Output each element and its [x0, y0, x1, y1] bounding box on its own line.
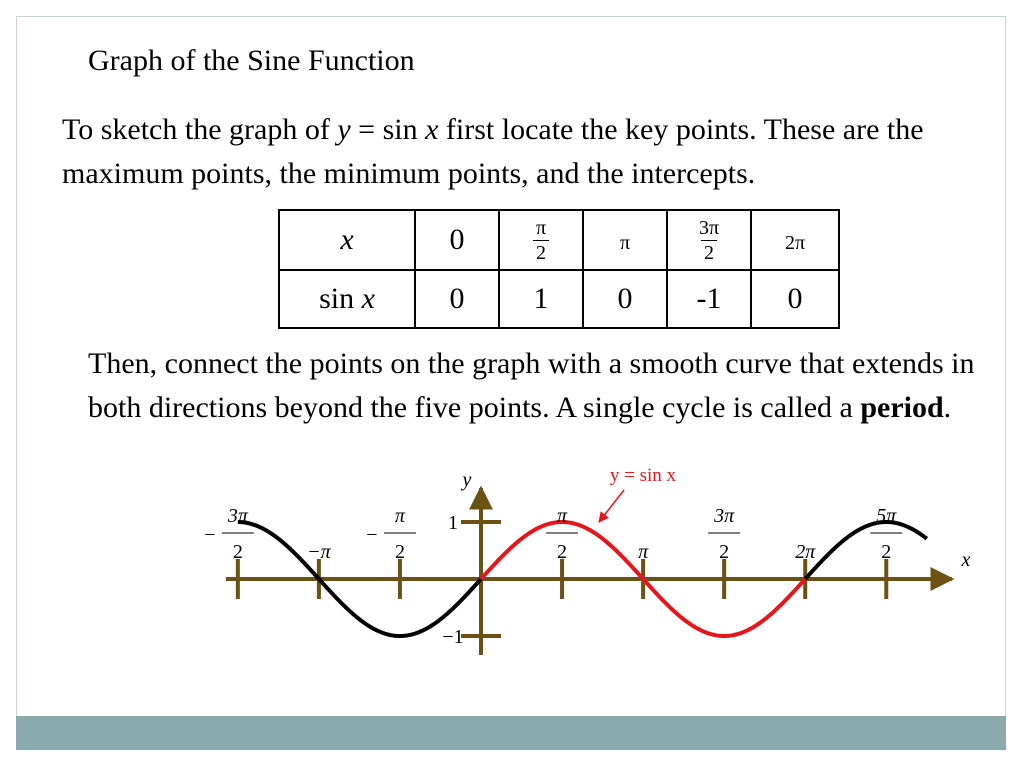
table-cell-x-0: 0	[415, 210, 499, 270]
x-tick-label-sign-2: −	[366, 524, 378, 546]
intro-var-x: x	[425, 113, 439, 146]
table-cell-sin-3: -1	[667, 270, 751, 328]
x-tick-label-num-5: 3π	[714, 505, 735, 527]
fraction-pi-over-2: $\frac{\pi}{2}$	[533, 218, 549, 263]
fraction-3pi-over-2: $\frac{3\pi}{2}$	[698, 216, 720, 264]
table-header-x: x	[279, 210, 415, 270]
x-tick-label-num-7: 5π	[876, 505, 897, 527]
x-tick-label-num-2: π	[394, 505, 405, 527]
x-tick-label-den-7: 2	[881, 541, 892, 563]
x-tick-label-den-2: 2	[394, 541, 405, 563]
intro-text-2: = sin	[350, 113, 426, 146]
slide-title: Graph of the Sine Function	[88, 44, 415, 77]
x-tick-label-den-3: 2	[557, 541, 568, 563]
x-tick-label-num-3: π	[557, 505, 568, 527]
x-tick-label-den-0: 2	[232, 541, 243, 563]
intro-var-y: y	[337, 113, 351, 146]
y-tick-label-1: −1	[442, 626, 464, 648]
intro-text-3: first locate the key points. These are the maximum points, the minimum points, and the intercepts.	[62, 113, 924, 190]
x-tick-label-num-0: 3π	[227, 505, 248, 527]
axes	[226, 488, 952, 655]
table-header-sin: sin x	[279, 270, 415, 328]
x-tick-label-sign-0: −	[204, 524, 216, 546]
table-cell-x-pi: π	[583, 210, 667, 270]
period-bold-word: period	[860, 391, 944, 424]
table-cell-sin-0: 0	[415, 270, 499, 328]
x-tick-label-4: π	[638, 541, 649, 563]
period-text-1: Then, connect the points on the graph with a smooth curve that extends in both directions beyond the five points. A single cycle is called a	[88, 347, 975, 424]
table-cell-sin-2: 0	[583, 270, 667, 328]
y-axis-label: y	[462, 469, 472, 491]
intro-text-1: To sketch the graph of	[62, 113, 338, 146]
x-tick-label-1: −π	[307, 541, 331, 563]
table-cell-sin-1: 1	[499, 270, 583, 328]
function-label-arrow	[599, 490, 624, 522]
table-cell-x-2pi: 2π	[751, 210, 839, 270]
sine-curve-right	[805, 522, 927, 579]
y-tick-label-0: 1	[448, 512, 458, 534]
x-tick-label-den-5: 2	[719, 541, 730, 563]
period-text-2: .	[943, 391, 952, 424]
tick-labels	[204, 465, 970, 648]
table-cell-sin-4: 0	[751, 270, 839, 328]
x-axis-label: x	[961, 549, 971, 571]
x-tick-label-6: 2π	[795, 541, 816, 563]
function-label: y = sin x	[609, 465, 677, 486]
